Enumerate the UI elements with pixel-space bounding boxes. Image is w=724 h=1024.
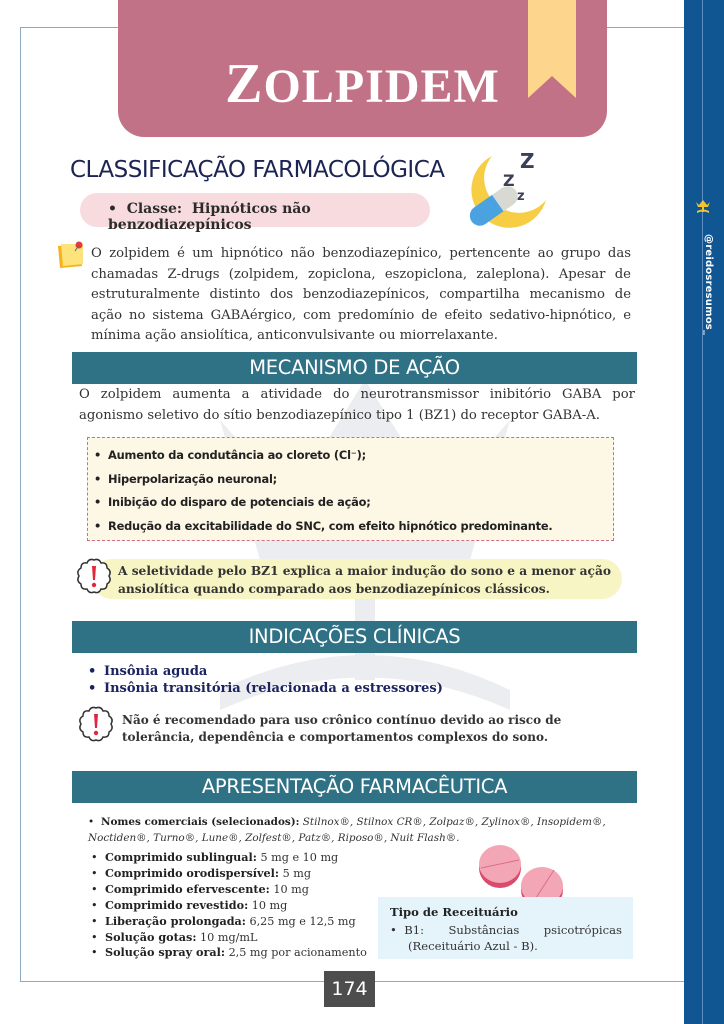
dosage-form-item: • Liberação prolongada: 6,25 mg e 12,5 mg — [91, 914, 367, 930]
indication-item: • Insônia aguda — [88, 663, 443, 680]
alert-exclamation-icon — [74, 557, 114, 595]
class-text: • Classe: Hipnóticos não benzodiazepínicos — [108, 201, 311, 233]
alert-exclamation-icon — [76, 705, 116, 743]
section-presentation-title: APRESENTAÇÃO FARMACÊUTICA — [201, 775, 508, 798]
brand-names-label: Nomes comerciais (selecionados): — [101, 816, 300, 828]
dosage-form-item: • Comprimido revestido: 10 mg — [91, 898, 367, 914]
section-mechanism — [72, 352, 637, 384]
sticky-note-icon — [55, 240, 87, 270]
dosage-form-item: • Comprimido orodispersível: 5 mg — [91, 866, 367, 882]
svg-text:Z: Z — [503, 171, 515, 190]
effect-item: • Inibição do disparo de potenciais de ação; — [94, 491, 613, 515]
effects-box — [87, 437, 614, 541]
prescription-type-box — [378, 897, 633, 959]
crown-logo-icon — [694, 197, 712, 215]
indication-item: • Insônia transitória (relacionada a estressores) — [88, 680, 443, 697]
section-indications-title: INDICAÇÕES CLÍNICAS — [248, 625, 461, 648]
brand-names: • Nomes comerciais (selecionados): Stilnox®, Stilnox CR®, Zolpaz®, Zylinox®, Insopidem®, Noctiden®, Turno®, Lune®, Zolfest®, Patz®, Riposo®, Nuit Flash®. — [88, 816, 606, 844]
svg-text:Z: Z — [520, 149, 535, 173]
side-bar-divider — [702, 0, 703, 1024]
dosage-forms-list — [91, 850, 367, 961]
page-number: 174 — [324, 971, 375, 1007]
brand-names-list: Stilnox®, Stilnox CR®, Zolpaz®, Zylinox®, Insopidem®, Noctiden®, Turno®, Lune®, Zolfest®, Patz®, Riposo®, Nuit Flash®. — [88, 816, 606, 844]
section-indications — [72, 621, 637, 653]
selectivity-note: A seletividade pelo BZ1 explica a maior indução do sono e a menor ação ansiolítica quando comparado aos benzodiazepínicos clássicos. — [118, 564, 611, 596]
effect-item: • Aumento da condutância ao cloreto (Cl⁻); — [94, 444, 613, 468]
dosage-form-item: • Comprimido efervescente: 10 mg — [91, 882, 367, 898]
sleep-moon-pill-icon — [462, 148, 552, 234]
dosage-form-item: • Solução spray oral: 2,5 mg por acionamento — [91, 945, 367, 961]
intro-paragraph: O zolpidem é um hipnótico não benzodiazepínico, pertencente ao grupo das chamadas Z-drugs (zolpidem, zopiclona, eszopiclona, zaleplona). Apesar de estruturalmente distinto dos benzodiazepínicos, compartilha mecanismo de ação no sistema GABAérgico, com predomínio de efeito sedativo-hipnótico, e mínima ação ansiolítica, anticonvulsivante ou miorrelaxante. — [91, 246, 631, 344]
side-bar — [684, 0, 724, 1024]
chronic-use-warning: Não é recomendado para uso crônico contínuo devido ao risco de tolerância, dependência e comportamentos complexos do sono. — [122, 713, 562, 744]
social-handle: @reidosresumos_ — [703, 234, 714, 336]
bookmark-ribbon-icon — [528, 0, 576, 98]
section-mechanism-title: MECANISMO DE AÇÃO — [249, 356, 460, 379]
classification-heading: CLASSIFICAÇÃO FARMACOLÓGICA — [70, 157, 445, 183]
prescription-type-item: • B1: Substâncias psicotrópicas (Receituário Azul - B). — [390, 923, 622, 953]
section-presentation — [72, 771, 637, 803]
mechanism-paragraph: O zolpidem aumenta a atividade do neurotransmissor inibitório GABA por agonismo seletivo do sítio benzodiazepínico tipo 1 (BZ1) do receptor GABA-A. — [79, 387, 635, 423]
svg-text:z: z — [517, 189, 525, 204]
effect-item: • Hiperpolarização neuronal; — [94, 468, 613, 492]
dosage-form-item: • Comprimido sublingual: 5 mg e 10 mg — [91, 850, 367, 866]
indications-list — [88, 663, 443, 697]
prescription-type-title: Tipo de Receituário — [390, 905, 518, 919]
effect-item: • Redução da excitabilidade do SNC, com efeito hipnótico predominante. — [94, 515, 613, 539]
page-title: ZOLPIDEM — [225, 53, 500, 115]
dosage-form-item: • Solução gotas: 10 mg/mL — [91, 930, 367, 946]
class-pill — [80, 193, 430, 233]
